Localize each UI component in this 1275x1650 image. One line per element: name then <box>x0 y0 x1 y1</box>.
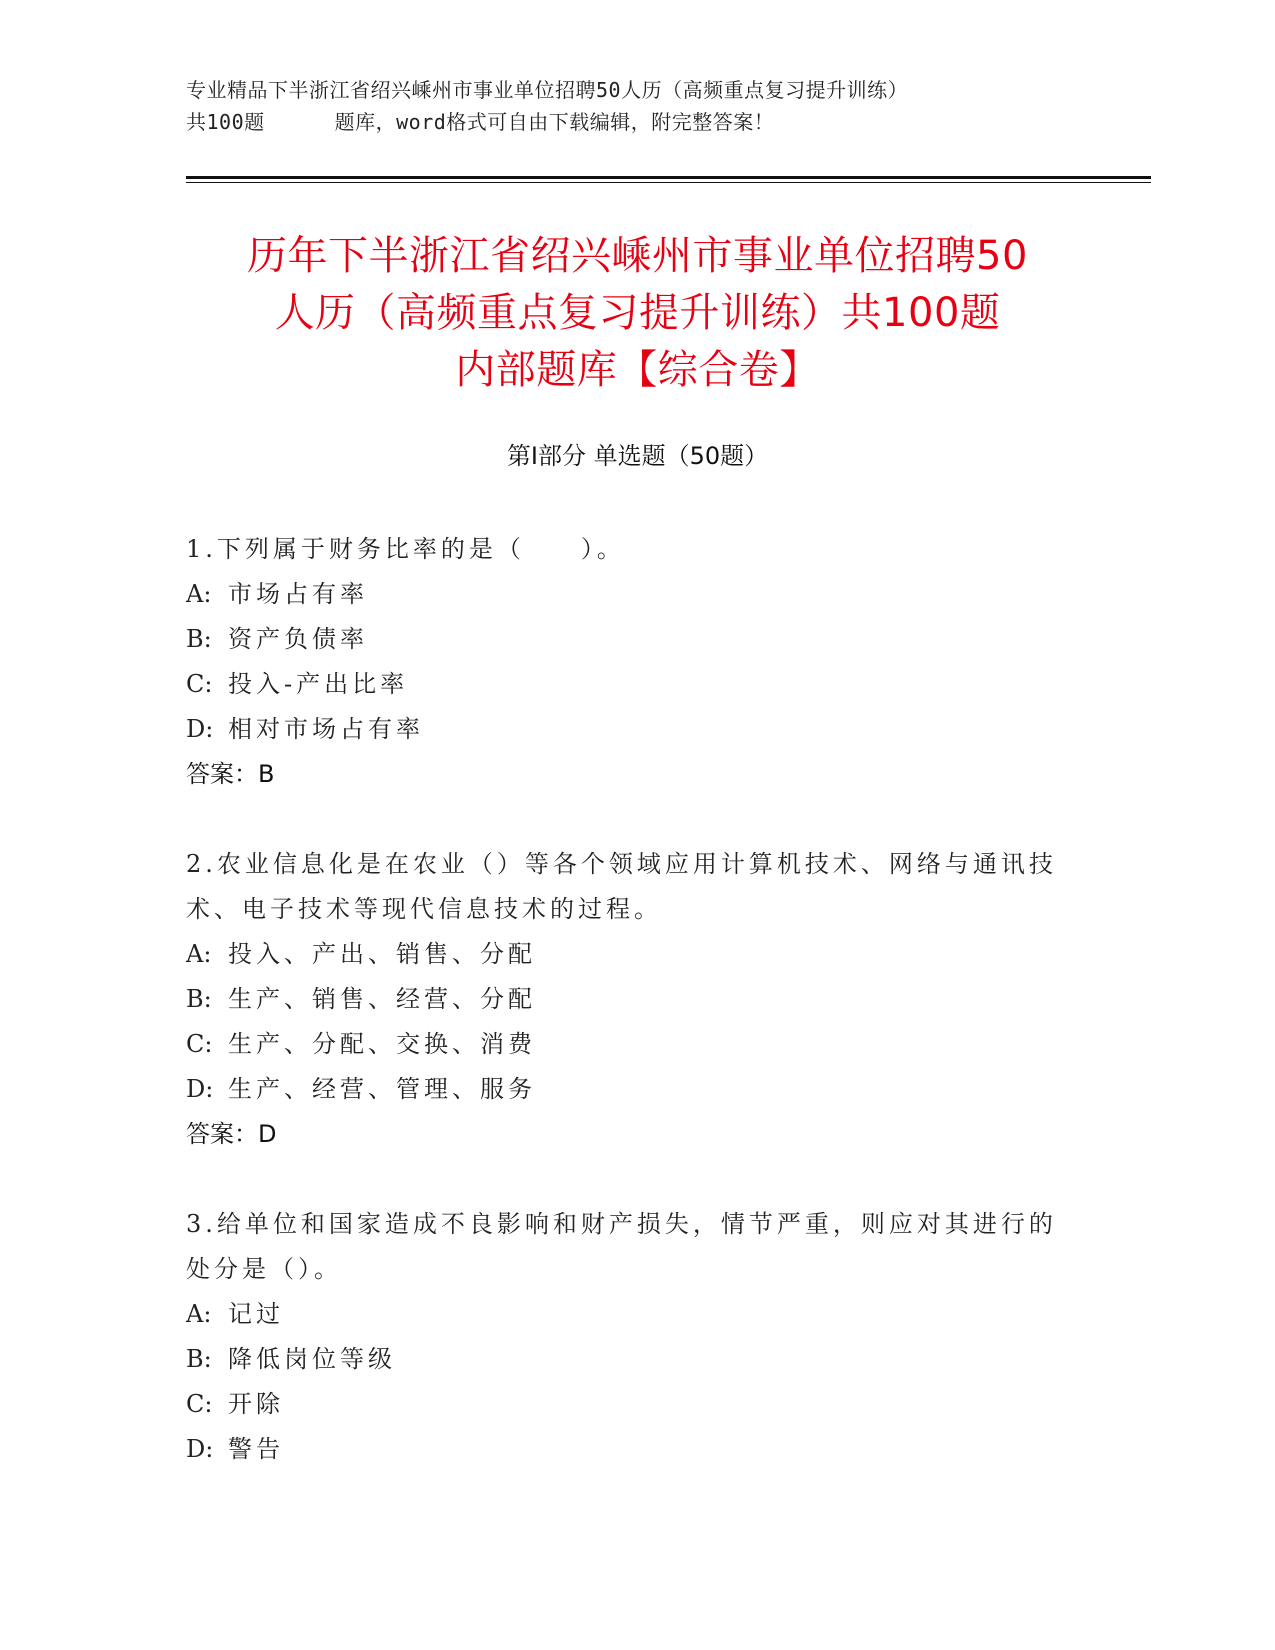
option-letter: B: <box>186 625 212 653</box>
option-text: 记过 <box>228 1300 284 1328</box>
title-line-2: 人历（高频重点复习提升训练）共100题 <box>274 290 1001 336</box>
option-b <box>186 1337 1066 1382</box>
option-d <box>186 1067 1066 1112</box>
option-text: 资产负债率 <box>228 625 368 653</box>
header-line-2 <box>186 106 1086 138</box>
question-stem: 2.农业信息化是在农业（）等各个领域应用计算机技术、网络与通讯技术、电子技术等现代信息技术的过程。 <box>186 850 1057 923</box>
option-text: 投入、产出、销售、分配 <box>228 940 536 968</box>
option-letter: A: <box>186 580 212 608</box>
option-text: 生产、经营、管理、服务 <box>228 1075 536 1103</box>
option-c <box>186 662 1066 707</box>
answer-label: 答案：B <box>186 760 275 788</box>
option-c <box>186 1382 1066 1427</box>
option-a <box>186 572 1066 617</box>
option-a <box>186 1292 1066 1337</box>
option-text: 生产、销售、经营、分配 <box>228 985 536 1013</box>
title-line-3: 内部题库【综合卷】 <box>455 347 820 393</box>
option-letter: A: <box>186 940 212 968</box>
question-stem: 3.给单位和国家造成不良影响和财产损失，情节严重，则应对其进行的处分是（）。 <box>186 1210 1057 1283</box>
option-letter: C: <box>186 1030 213 1058</box>
option-text: 开除 <box>228 1390 284 1418</box>
option-letter: B: <box>186 1345 212 1373</box>
option-d <box>186 707 1066 752</box>
option-c <box>186 1022 1066 1067</box>
header-description: 题库，word格式可自由下载编辑，附完整答案！ <box>334 110 775 134</box>
option-text: 市场占有率 <box>228 580 368 608</box>
option-letter: D: <box>186 1435 214 1463</box>
option-text: 投入-产出比率 <box>228 670 409 698</box>
option-letter: A: <box>186 1300 212 1328</box>
option-letter: D: <box>186 715 214 743</box>
question-list <box>186 527 1066 1517</box>
option-text: 警告 <box>228 1435 284 1463</box>
section-title: 第Ⅰ部分 单选题（50题） <box>506 442 769 470</box>
option-a <box>186 932 1066 977</box>
question-2 <box>186 842 1066 1157</box>
question-3 <box>186 1202 1066 1472</box>
option-b <box>186 977 1066 1022</box>
option-letter: C: <box>186 1390 213 1418</box>
page-header <box>186 74 1086 138</box>
option-letter: D: <box>186 1075 214 1103</box>
question-1 <box>186 527 1066 797</box>
question-stem: 1.下列属于财务比率的是（ ）。 <box>186 535 625 563</box>
option-letter: B: <box>186 985 212 1013</box>
option-letter: C: <box>186 670 213 698</box>
document-title <box>150 228 1125 399</box>
answer-label: 答案：D <box>186 1120 277 1148</box>
header-divider-thick <box>186 176 1151 179</box>
header-question-count: 共100题 <box>186 110 265 134</box>
option-b <box>186 617 1066 662</box>
header-line-1: 专业精品下半浙江省绍兴嵊州市事业单位招聘50人历（高频重点复习提升训练） <box>186 78 909 102</box>
option-text: 生产、分配、交换、消费 <box>228 1030 536 1058</box>
option-text: 相对市场占有率 <box>228 715 424 743</box>
title-line-1: 历年下半浙江省绍兴嵊州市事业单位招聘50 <box>247 233 1028 279</box>
option-d <box>186 1427 1066 1472</box>
option-text: 降低岗位等级 <box>228 1345 396 1373</box>
header-divider-thin <box>186 182 1151 183</box>
